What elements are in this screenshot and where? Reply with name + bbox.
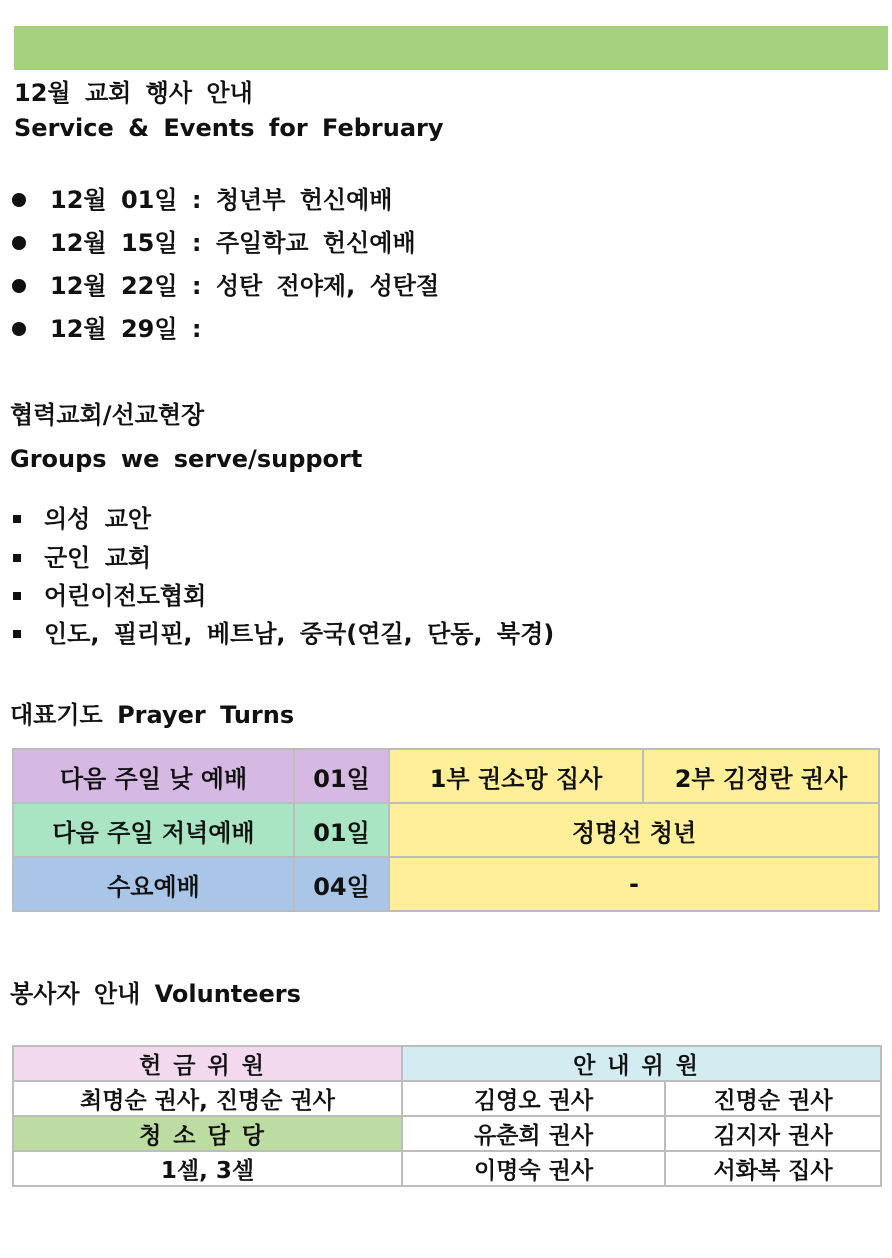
prayer-date-cell: 04일 bbox=[294, 857, 389, 911]
usher-name-cell: 서화복 집사 bbox=[665, 1151, 881, 1186]
event-item: 12월 29일 : bbox=[50, 315, 202, 343]
page-title-english: Service & Events for February bbox=[14, 114, 444, 142]
event-item: 12월 15일 : 주일학교 헌신예배 bbox=[50, 229, 416, 257]
volunteers-title: 봉사자 안내 Volunteers bbox=[10, 980, 301, 1008]
prayer-leader-cell: - bbox=[389, 857, 879, 911]
event-item: 12월 22일 : 성탄 전야제, 성탄절 bbox=[50, 272, 440, 300]
table-row bbox=[13, 1151, 881, 1186]
prayer-service-cell: 다음 주일 낮 예배 bbox=[13, 749, 294, 803]
table-row bbox=[13, 1046, 881, 1081]
support-item: 군인 교회 bbox=[44, 544, 152, 572]
bullet-square-icon bbox=[13, 630, 21, 638]
volunteers-table bbox=[12, 1045, 882, 1187]
bullet-dot-icon bbox=[12, 322, 26, 336]
prayer-leader-cell: 정명선 청년 bbox=[389, 803, 879, 857]
offering-header-cell: 헌금위원 bbox=[13, 1046, 402, 1081]
bullet-square-icon bbox=[13, 592, 21, 600]
table-row bbox=[13, 857, 879, 911]
support-item: 의성 교안 bbox=[44, 505, 152, 533]
bullet-square-icon bbox=[13, 515, 21, 523]
prayer-date-cell: 01일 bbox=[294, 803, 389, 857]
prayer-leader-cell: 1부 권소망 집사 bbox=[389, 749, 643, 803]
cleaning-header-cell: 청소담당 bbox=[13, 1116, 402, 1151]
page-title-korean: 12월 교회 행사 안내 bbox=[14, 79, 253, 107]
usher-header-cell: 안내위원 bbox=[402, 1046, 881, 1081]
cleaning-cells-cell: 1셀, 3셀 bbox=[13, 1151, 402, 1186]
support-title-english: Groups we serve/support bbox=[10, 445, 363, 473]
table-row bbox=[13, 1081, 881, 1116]
support-item: 어린이전도협회 bbox=[44, 582, 207, 610]
header-bar bbox=[14, 26, 888, 70]
prayer-service-cell: 다음 주일 저녁예배 bbox=[13, 803, 294, 857]
support-item: 인도, 필리핀, 베트남, 중국(연길, 단동, 북경) bbox=[44, 620, 555, 648]
usher-name-cell: 이명숙 권사 bbox=[402, 1151, 665, 1186]
bullet-dot-icon bbox=[12, 236, 26, 250]
bullet-dot-icon bbox=[12, 279, 26, 293]
prayer-service-cell: 수요예배 bbox=[13, 857, 294, 911]
table-row bbox=[13, 749, 879, 803]
bullet-dot-icon bbox=[12, 193, 26, 207]
usher-name-cell: 진명순 권사 bbox=[665, 1081, 881, 1116]
prayer-leader-cell: 2부 김정란 권사 bbox=[643, 749, 879, 803]
support-title-korean: 협력교회/선교현장 bbox=[10, 401, 205, 429]
event-item: 12월 01일 : 청년부 헌신예배 bbox=[50, 186, 393, 214]
prayer-title: 대표기도 Prayer Turns bbox=[10, 701, 295, 729]
offering-names-cell: 최명순 권사, 진명순 권사 bbox=[13, 1081, 402, 1116]
usher-name-cell: 유춘희 권사 bbox=[402, 1116, 665, 1151]
prayer-date-cell: 01일 bbox=[294, 749, 389, 803]
bullet-square-icon bbox=[13, 554, 21, 562]
usher-name-cell: 김영오 권사 bbox=[402, 1081, 665, 1116]
usher-name-cell: 김지자 권사 bbox=[665, 1116, 881, 1151]
table-row bbox=[13, 1116, 881, 1151]
table-row bbox=[13, 803, 879, 857]
prayer-table bbox=[12, 748, 880, 912]
